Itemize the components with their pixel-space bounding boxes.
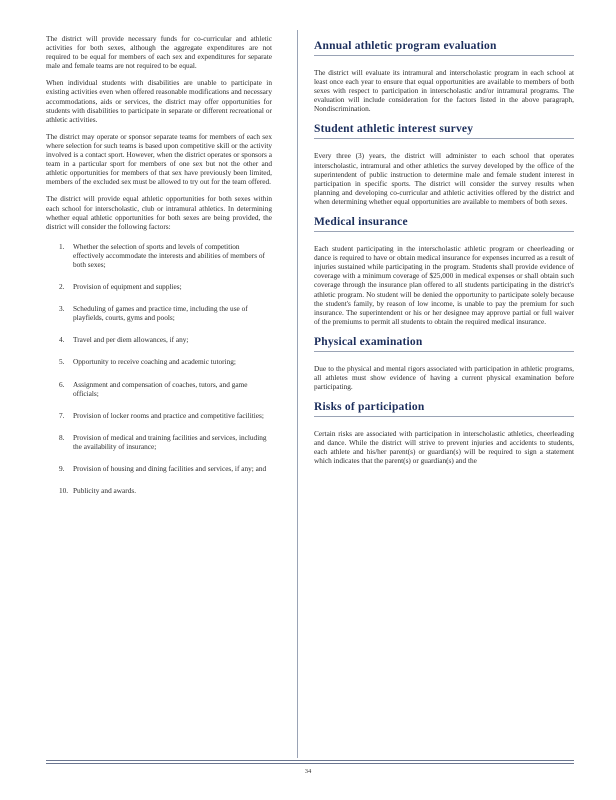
left-column (46, 34, 272, 508)
paragraph-equal-opportunities: The district will provide equal athletic opportunities for both sexes within each school for interscholastic, club or intramural athletics. In determining whether equal athletic opportunities for both sexes are being provided, the district will consider the following factors: (46, 194, 272, 231)
list-item: 6. Assignment and compensation of coaches, tutors, and game officials; (59, 379, 248, 398)
list-item: 7. Provision of locker rooms and practice and competitive facilities; (59, 410, 264, 420)
section-interest-survey (314, 123, 574, 206)
paragraph-funding: The district will provide necessary funds for co-curricular and athletic activities for both sexes, although the aggregate expenditures are not required to be equal for members of each sex and expenditures for separate male and female teams are not required to be equal. (46, 34, 272, 71)
section-medical-insurance (314, 216, 574, 326)
section-heading: Risks of participation (314, 401, 574, 417)
list-item: 1. Whether the selection of sports and levels of competition effectively accommodate the interests and abilities of members of both sexes; (59, 241, 265, 269)
section-body: Each student participating in the interscholastic athletic program or cheerleading or dance is required to have or obtain medical insurance for expenses incurred as a result of injuries sustained while participating in the program. Students shall provide evidence of coverage with a minimum coverage of $25,000 in medical expenses or shall obtain such coverage through the insurance plan offered to all students participating in the district's athletic program. No student will be denied the opportunity to participate solely because the student's family, by reason of low income, is unable to pay the premium for such insurance. The superintendent or his or her designee may approve partial or full waiver of the premiums to permit all students to obtain the required medical insurance. (314, 244, 574, 326)
list-item: 10. Publicity and awards. (59, 486, 137, 496)
section-body: The district will evaluate its intramural and interscholastic program in each school at least once each year to ensure that equal opportunities are available to members of both sexes with respect to participation in interscholastic and/or intramural programs. The evaluation will include consideration for the factors listed in the above paragraph, Nondiscrimination. (314, 68, 574, 114)
section-body: Due to the physical and mental rigors associated with participation in athletic programs, all athletes must show evidence of having a current physical examination before participating. (314, 363, 574, 392)
list-item: 9. Provision of housing and dining facilities and services, if any; and (59, 464, 267, 473)
footer-rule (46, 760, 574, 761)
section-heading: Student athletic interest survey (314, 123, 574, 139)
section-annual-evaluation (314, 40, 574, 113)
list-item: 3. Scheduling of games and practice time, including the use of playfields, courts, gyms and pools; (59, 304, 248, 323)
list-item: 5. Opportunity to receive coaching and academic tutoring; (59, 357, 236, 367)
column-divider (297, 30, 298, 758)
list-item: 4. Travel and per diem allowances, if any; (59, 335, 189, 345)
section-body: Certain risks are associated with participation in interscholastic athletics, cheerleading and dance. While the district will strive to prevent injuries and accidents to students, each athlete and his/her parent(s) or guardian(s) will be required to sign a statement which indicates that the parent(s) or guardian(s) and the (314, 429, 574, 466)
section-heading: Medical insurance (314, 216, 574, 232)
section-heading: Physical examination (314, 336, 574, 352)
paragraph-disabilities: When individual students with disabilities are unable to participate in existing activities even when offered reasonable modifications and necessary accommodations, aids or services, the district may offer opportunities for students with disabilities to participate in separate or different recreational or athletic activities. (46, 78, 272, 124)
list-item: 8. Provision of medical and training facilities and services, including the availability of insurance; (59, 432, 267, 451)
paragraph-separate-teams: The district may operate or sponsor separate teams for members of each sex where selection for such teams is based upon competitive skill or the activity involved is a contact sport. However, when the district operates or sponsors a team in a particular sport for members of one sex but not the other and athletic opportunities for members of that sex have previously been limited, members of the excluded sex must be allowed to try out for the team offered. (46, 131, 272, 187)
section-heading: Annual athletic program evaluation (314, 40, 574, 56)
section-body: Every three (3) years, the district will administer to each school that operates interscholastic, intramural and other athletics the survey developed by the office of the superintendent of public instruction to determine male and female student interest in participation in specific sports. The district will consider the survey results when planning and developing co-curricular and athletic activities offered by the district and when determining whether equal opportunities are available to members of both sexes. (314, 151, 574, 206)
section-physical-examination (314, 336, 574, 391)
right-column (314, 40, 574, 476)
footer-rule (46, 763, 574, 764)
list-item: 2. Provision of equipment and supplies; (59, 282, 182, 292)
page-number: 34 (304, 768, 312, 775)
section-risks (314, 401, 574, 465)
factors-list (46, 242, 272, 495)
